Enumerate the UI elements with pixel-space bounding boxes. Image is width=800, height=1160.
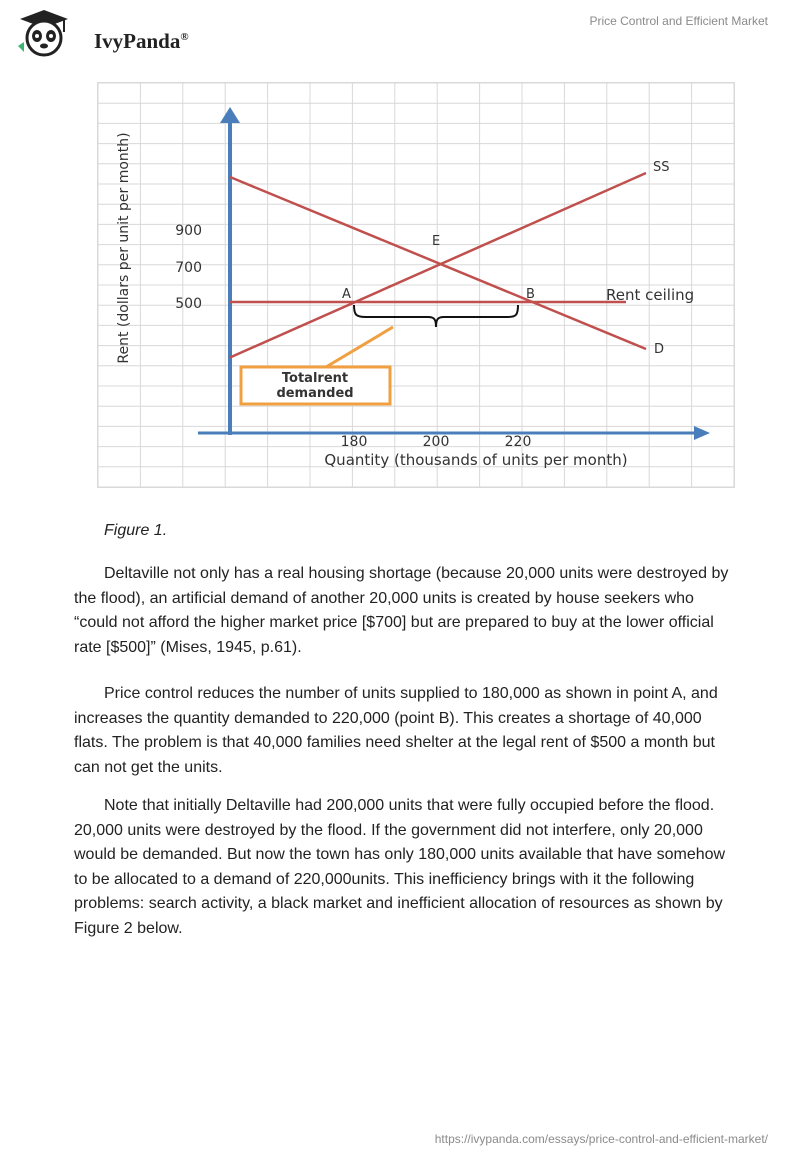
callout-leader	[326, 327, 393, 367]
callout-line-2: demanded	[276, 386, 354, 401]
y-tick-label: 700	[175, 260, 202, 276]
brand-name: IvyPanda®	[94, 29, 189, 53]
demand-line	[230, 177, 646, 349]
ss-label: SS	[653, 160, 670, 175]
y-axis-title: Rent (dollars per unit per month)	[116, 132, 132, 364]
source-url[interactable]: https://ivypanda.com/essays/price-control-and-efficient-market/	[434, 1132, 768, 1146]
chart-grid	[98, 83, 734, 487]
page-header	[0, 0, 800, 60]
paragraph-2: Price control reduces the number of units supplied to 180,000 as shown in point A, and increases the quantity demanded to 220,000 (point B). This creates a shortage of 40,000 flats. The problem is that 40,000 families need shelter at the legal rent of $500 a month but can not get the units.	[74, 685, 718, 776]
point-label-e: E	[432, 234, 441, 249]
figure-caption: Figure 1.	[104, 522, 168, 539]
rent-ceiling-label: Rent ceiling	[606, 286, 695, 304]
y-axis-arrow	[220, 107, 240, 123]
x-tick-label: 180	[340, 434, 368, 450]
figure-1	[97, 82, 735, 488]
x-axis-title: Quantity (thousands of units per month)	[324, 451, 628, 469]
paragraph-3: Note that initially Deltaville had 200,000 units that were fully occupied before the flood. 20,000 units were destroyed by the flood. If the government did not interfere, only 20,000 would be demanded. But now the town has only 180,000 units available that have somehow to be allocated to a demand of 220,000units. This inefficiency brings with it the following problems: search activity, a black market and inefficient allocation of resources as shown by Figure 2 below.	[74, 797, 726, 937]
point-label-b: B	[526, 287, 535, 302]
paragraph-1: Deltaville not only has a real housing shortage (because 20,000 units were destroyed by the flood), an artificial demand of another 20,000 units is created by house seekers who “could not afford the higher market price [$700] but are prepared to buy at the lower official rate [$500]” (Mises, 1945, p.61).	[74, 565, 729, 656]
point-label-a: A	[342, 287, 351, 302]
rent-ceiling-chart	[98, 83, 734, 487]
brand-logo[interactable]	[16, 8, 206, 58]
callout-line-1: Totalrent	[281, 371, 349, 386]
x-tick-label: 200	[422, 434, 450, 450]
d-label: D	[654, 342, 665, 357]
y-tick-label: 500	[175, 296, 202, 312]
x-axis-arrow	[694, 426, 710, 440]
y-tick-label: 900	[175, 223, 202, 239]
shortage-bracket	[354, 305, 518, 327]
x-tick-label: 220	[504, 434, 532, 450]
panda-logo-icon	[16, 8, 76, 58]
document-title: Price Control and Efficient Market	[589, 14, 768, 28]
